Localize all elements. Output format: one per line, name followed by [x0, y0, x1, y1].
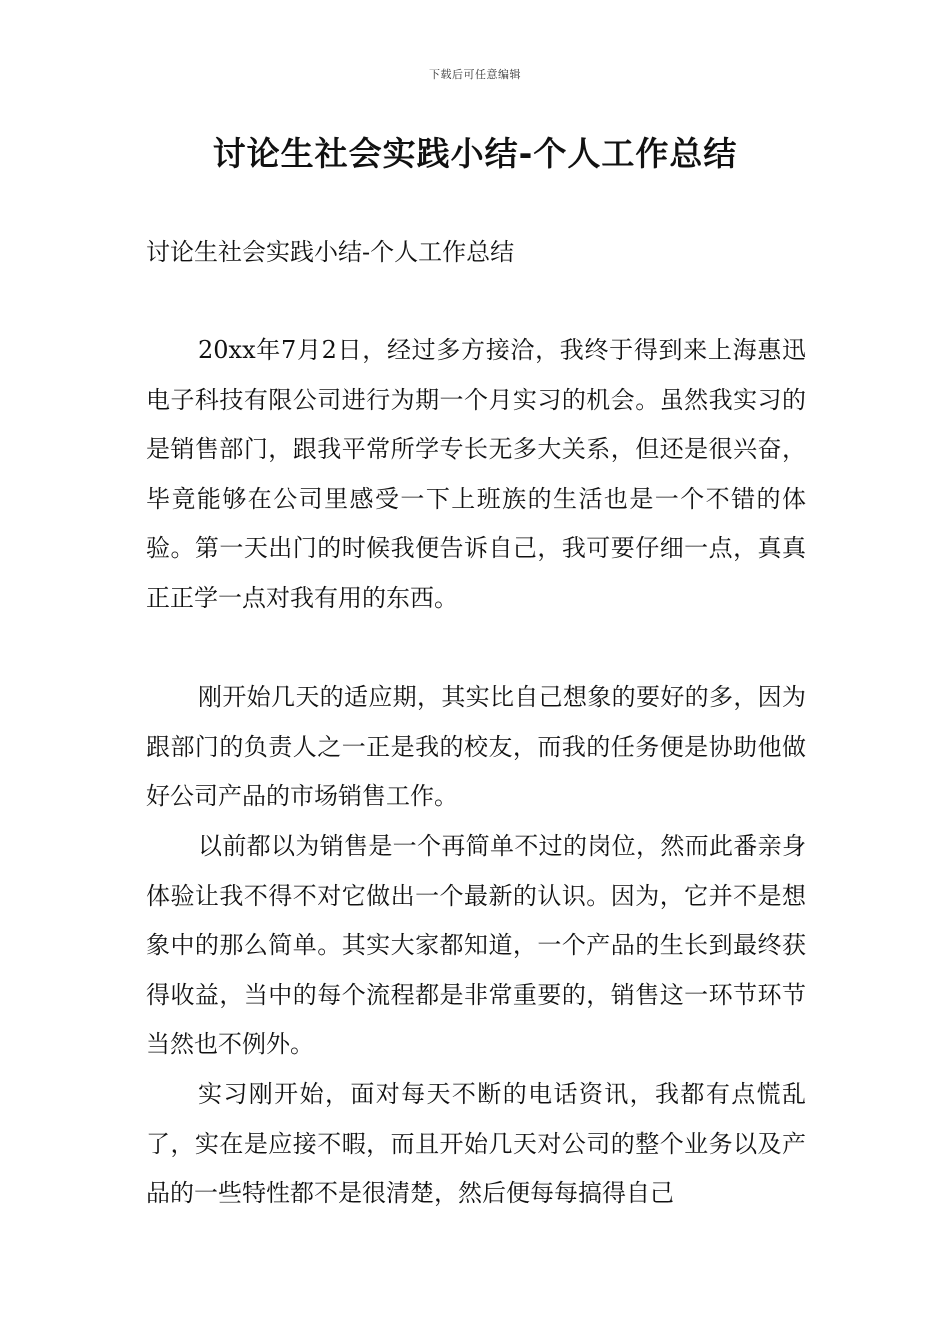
header-watermark: 下载后可任意编辑	[429, 68, 521, 81]
paragraph-4: 实习刚开始，面对每天不断的电话资讯，我都有点慌乱了，实在是应接不暇，而且开始几天对公司的整个业务以及产品的一些特性都不是很清楚，然后便每每搞得自己	[146, 1080, 806, 1207]
paragraph-1: 20xx年7月2日，经过多方接洽，我终于得到来上海惠迅电子科技有限公司进行为期一个月实习的机会。虽然我实习的是销售部门，跟我平常所学专长无多大关系，但还是很兴奋，毕竟能够在公司里感受一下上班族的生活也是一个不错的体验。第一天出门的时候我便告诉自己，我可要仔细一点，真真正正学一点对我有用的东西。	[146, 336, 806, 612]
document-subtitle: 讨论生社会实践小结-个人工作总结	[146, 238, 515, 266]
document-title: 讨论生社会实践小结-个人工作总结	[212, 134, 738, 173]
paragraph-2: 刚开始几天的适应期，其实比自己想象的要好的多，因为跟部门的负责人之一正是我的校友，而我的任务便是协助他做好公司产品的市场销售工作。	[146, 683, 806, 810]
paragraph-3: 以前都以为销售是一个再简单不过的岗位，然而此番亲身体验让我不得不对它做出一个最新的认识。因为，它并不是想象中的那么简单。其实大家都知道，一个产品的生长到最终获得收益，当中的每个流程都是非常重要的，销售这一环节环节当然也不例外。	[146, 832, 806, 1058]
